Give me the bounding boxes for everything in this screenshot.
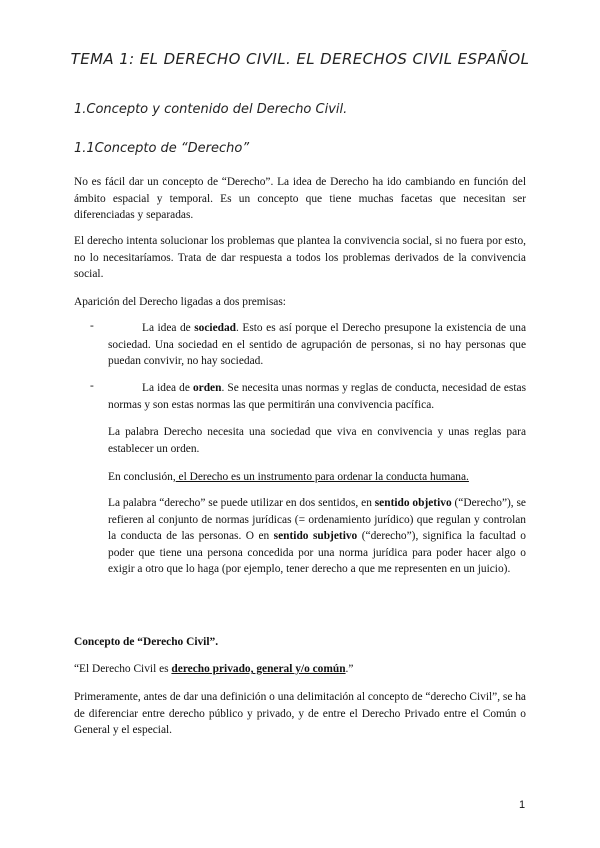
bullet-1-keyword: sociedad xyxy=(194,322,237,334)
section-heading: 1.Concepto y contenido del Derecho Civil. xyxy=(74,102,348,117)
paragraph-4: La palabra Derecho necesita una sociedad que viva en convivencia y unas reglas para establecer un orden. xyxy=(108,426,526,455)
paragraph-7: Primeramente, antes de dar una definición o una delimitación al concepto de “derecho Civil”, se ha de diferenciar entre derecho público y privado, y de entre el Derecho Privado entre el Común o General y el especial. xyxy=(74,691,526,736)
bullet-2-text-post: . Se necesita unas normas y reglas de conducta, necesidad de estas normas y son estas normas las que permitirán una convivencia pacífica. xyxy=(108,382,527,411)
page-number: 1 xyxy=(519,799,526,811)
conclusion-underlined: el Derecho es un instrumento para ordenar la conducta humana. xyxy=(175,471,469,483)
bullet-item-2 xyxy=(108,380,526,413)
bullet-dash-1: - xyxy=(90,320,94,332)
bullet-dash-2: - xyxy=(90,380,94,392)
paragraph-6 xyxy=(108,495,526,578)
bullet-1-text-post: . Esto es así porque el Derecho presupone la existencia de una sociedad. Una sociedad en el sentido de agrupación de personas, si no hay personas que puedan convivir, no hay sociedad. xyxy=(108,322,527,367)
civil-heading: Concepto de “Derecho Civil”. xyxy=(74,636,219,648)
term-objective: sentido objetivo xyxy=(374,497,452,509)
paragraph-3: Aparición del Derecho ligadas a dos premisas: xyxy=(74,296,286,308)
bullet-item-1 xyxy=(108,320,526,370)
term-subjective: sentido subjetivo xyxy=(273,530,358,542)
civil-quote xyxy=(74,661,526,678)
paragraph-5 xyxy=(108,469,526,486)
document-title: TEMA 1: EL DERECHO CIVIL. EL DERECHOS CIVIL ESPAÑOL xyxy=(70,50,530,68)
para-6-text-2: (“Derecho”), se refieren al conjunto de normas jurídicas (= ordenamiento jurídico) que regulan y controlan la conducta de las personas. O en xyxy=(108,497,526,542)
quote-pre: “El Derecho Civil es xyxy=(74,663,172,675)
quote-keyword: derecho privado, general y/o común xyxy=(171,663,346,675)
subsection-heading: 1.1Concepto de “Derecho” xyxy=(74,141,250,156)
paragraph-1: No es fácil dar un concepto de “Derecho”. La idea de Derecho ha ido cambiando en función del ámbito espacial y temporal. Es un concepto que tiene muchas facetas que necesitan ser diferenciadas y separadas. xyxy=(74,176,526,221)
paragraph-2: El derecho intenta solucionar los problemas que plantea la convivencia social, si no fuera por esto, no lo necesitaríamos. Trata de dar respuesta a todos los problemas derivados de la convivencia social. xyxy=(74,235,526,280)
conclusion-lead: En conclusión, xyxy=(108,471,176,483)
bullet-2-keyword: orden xyxy=(192,382,222,394)
quote-post: .” xyxy=(345,663,354,675)
para-6-text-3: (“derecho”), significa la facultad o poder que tiene una persona concedida por una norma jurídica para poder hacer algo o exigir a otro que lo haga (por ejemplo, tener derecho a que me representen en un juicio). xyxy=(108,530,526,575)
para-6-text-1: La palabra “derecho” se puede utilizar en dos sentidos, en xyxy=(108,497,375,509)
bullet-1-text-pre: La idea de xyxy=(142,322,195,334)
bullet-2-text-pre: La idea de xyxy=(142,382,193,394)
